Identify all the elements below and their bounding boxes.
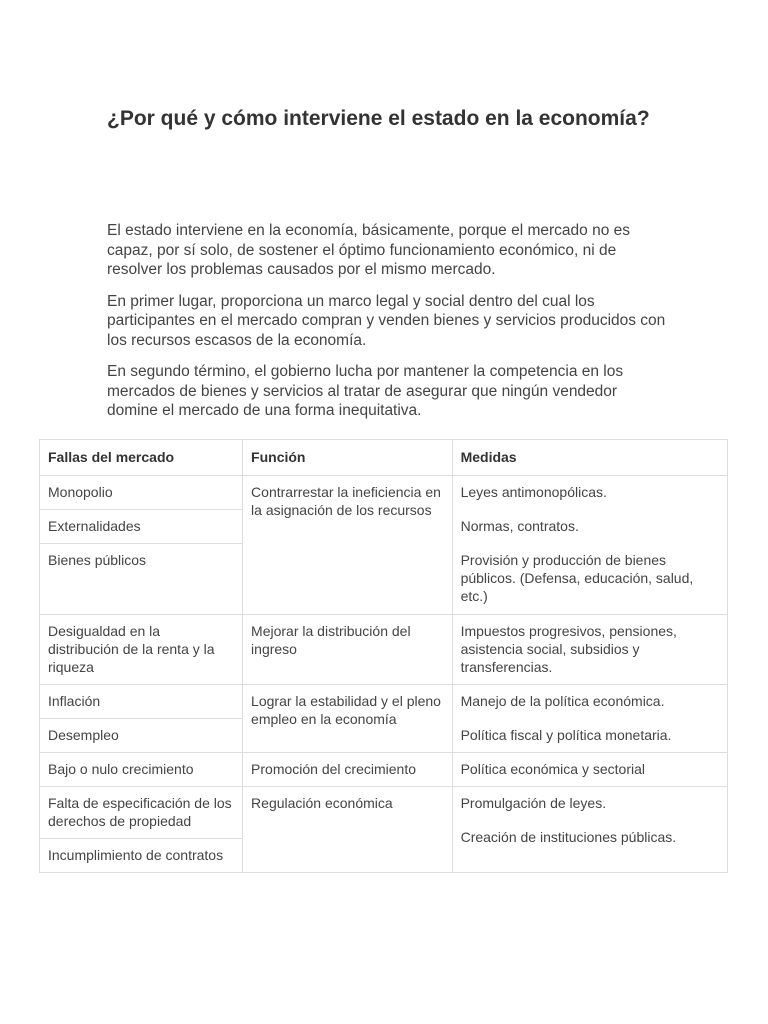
measure-item: Provisión y producción de bienes públicos. (Defensa, educación, salud, etc.) (460, 552, 694, 604)
function-cell: Regulación económica (243, 787, 453, 873)
failure-cell: Monopolio (40, 476, 243, 510)
measure-item: Manejo de la política económica. (460, 693, 665, 709)
measures-cell (452, 615, 727, 685)
failure-cell: Bienes públicos (40, 544, 243, 615)
failure-cell: Falta de especificación de los derechos de propiedad (40, 787, 243, 839)
measure-item: Impuestos progresivos, pensiones, asistencia social, subsidios y transferencias. (460, 623, 677, 675)
table-header-row (40, 440, 728, 476)
function-cell: Mejorar la distribución del ingreso (243, 615, 453, 685)
column-header-measures: Medidas (452, 440, 727, 476)
column-header-function: Función (243, 440, 453, 476)
measure-item: Promulgación de leyes. (460, 795, 607, 811)
table-row (40, 685, 728, 719)
measures-cell (452, 753, 727, 787)
failure-cell: Incumplimiento de contratos (40, 839, 243, 873)
market-failures-table (39, 439, 728, 873)
table-row (40, 615, 728, 685)
measure-item: Creación de instituciones públicas. (460, 829, 677, 845)
failure-cell: Desempleo (40, 719, 243, 753)
failure-cell: Desigualdad en la distribución de la renta y la riqueza (40, 615, 243, 685)
measures-cell (452, 685, 727, 753)
measure-item: Leyes antimonopólicas. (460, 484, 607, 500)
measure-item: Política fiscal y política monetaria. (460, 727, 672, 743)
page-title: ¿Por qué y cómo interviene el estado en la economía? (107, 107, 650, 130)
failure-cell: Externalidades (40, 510, 243, 544)
function-cell: Promoción del crecimiento (243, 753, 453, 787)
failure-cell: Bajo o nulo crecimiento (40, 753, 243, 787)
failure-cell: Inflación (40, 685, 243, 719)
function-cell: Lograr la estabilidad y el pleno empleo en la economía (243, 685, 453, 753)
measure-item: Normas, contratos. (460, 518, 579, 534)
paragraph: En primer lugar, proporciona un marco legal y social dentro del cual los participantes en el mercado compran y venden bienes y servicios producidos con los recursos escasos de la economía. (107, 292, 666, 349)
paragraph: El estado interviene en la economía, básicamente, porque el mercado no es capaz, por sí solo, de sostener el óptimo funcionamiento económico, ni de resolver los problemas causados por el mismo mercado. (107, 222, 631, 278)
table-row (40, 753, 728, 787)
column-header-failures: Fallas del mercado (40, 440, 243, 476)
measures-cell (452, 476, 727, 615)
intro-text (107, 221, 667, 433)
measure-item: Política económica y sectorial (460, 761, 645, 777)
table-row (40, 476, 728, 510)
paragraph: En segundo término, el gobierno lucha por mantener la competencia en los mercados de bienes y servicios al tratar de asegurar que ningún vendedor domine el mercado de una forma inequitativa. (107, 363, 624, 419)
measures-cell (452, 787, 727, 873)
table-row (40, 787, 728, 839)
function-cell: Contrarrestar la ineficiencia en la asignación de los recursos (243, 476, 453, 615)
